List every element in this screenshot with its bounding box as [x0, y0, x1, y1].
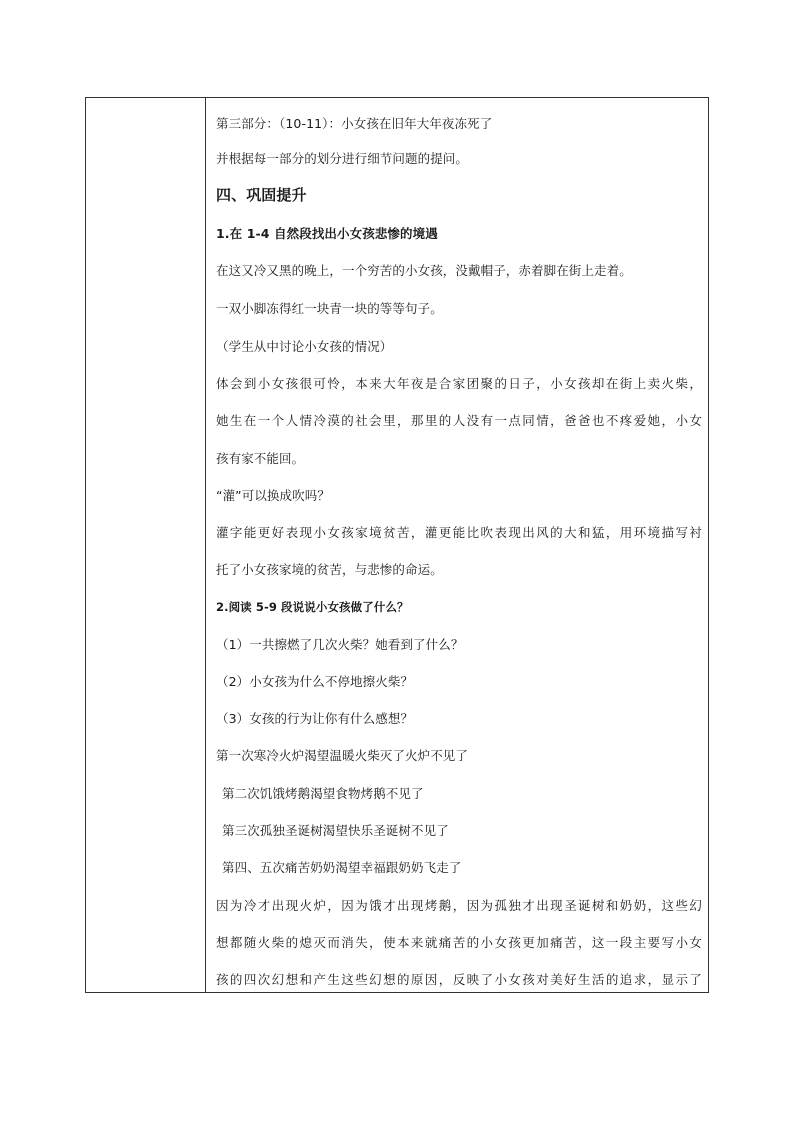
question-line: （3）女孩的行为让你有什么感想？ — [216, 711, 414, 726]
question-line: （2）小女孩为什么不停地擦火柴？ — [216, 674, 414, 689]
question-line: “灌”可以换成吹吗？ — [216, 488, 330, 503]
paragraph-line: 灌字能更好表现小女孩家境贫苦，灌更能比吹表现出风的大和猛，用环境描写衬 — [216, 525, 702, 540]
paragraph-line: 体会到小女孩很可怜，本来大年夜是合家团聚的日子，小女孩却在街上卖火柴， — [216, 376, 702, 391]
match-line: 第二次饥饿烤鹅渴望食物烤鹅不见了 — [222, 786, 424, 801]
part-three-line: 第三部分：（10-11）：小女孩在旧年大年夜冻死了 — [216, 116, 493, 131]
match-line: 第四、五次痛苦奶奶渴望幸福跟奶奶飞走了 — [222, 860, 462, 875]
paragraph-line: 孩有家不能回。 — [216, 451, 305, 466]
lesson-table — [85, 97, 709, 993]
match-line: 第三次孤独圣诞树渴望快乐圣诞树不见了 — [222, 823, 449, 838]
paragraph-line: 因为冷才出现火炉，因为饿才出现烤鹅，因为孤独才出现圣诞树和奶奶，这些幻 — [216, 898, 702, 913]
instruction-line: 并根据每一部分的划分进行细节问题的提问。 — [216, 151, 469, 166]
paragraph-line: 托了小女孩家境的贫苦，与悲惨的命运。 — [216, 562, 443, 577]
task-two-heading: 2.阅读 5-9 段说说小女孩做了什么？ — [216, 600, 409, 614]
question-line: （1）一共擦燃了几次火柴？她看到了什么？ — [216, 637, 464, 652]
paragraph-line: 她生在一个人情冷漠的社会里，那里的人没有一点同情，爸爸也不疼爱她，小女 — [216, 413, 702, 428]
paragraph-line: 孩的四次幻想和产生这些幻想的原因，反映了小女孩对美好生活的追求，显示了 — [216, 972, 702, 987]
content-cell — [206, 98, 708, 992]
paragraph-line: 一双小脚冻得红一块青一块的等等句子。 — [216, 301, 443, 316]
left-column-cell — [86, 98, 206, 992]
paragraph-line: （学生从中讨论小女孩的情况） — [216, 339, 393, 354]
section-heading: 四、巩固提升 — [216, 186, 307, 204]
match-line: 第一次寒冷火炉渴望温暖火柴灭了火炉不见了 — [216, 748, 469, 763]
paragraph-line: 在这又冷又黑的晚上，一个穷苦的小女孩，没戴帽子，赤着脚在街上走着。 — [216, 263, 632, 278]
paragraph-line: 想都随火柴的熄灭而消失，使本来就痛苦的小女孩更加痛苦，这一段主要写小女 — [216, 935, 702, 950]
task-one-heading: 1.在 1-4 自然段找出小女孩悲惨的境遇 — [216, 226, 438, 241]
